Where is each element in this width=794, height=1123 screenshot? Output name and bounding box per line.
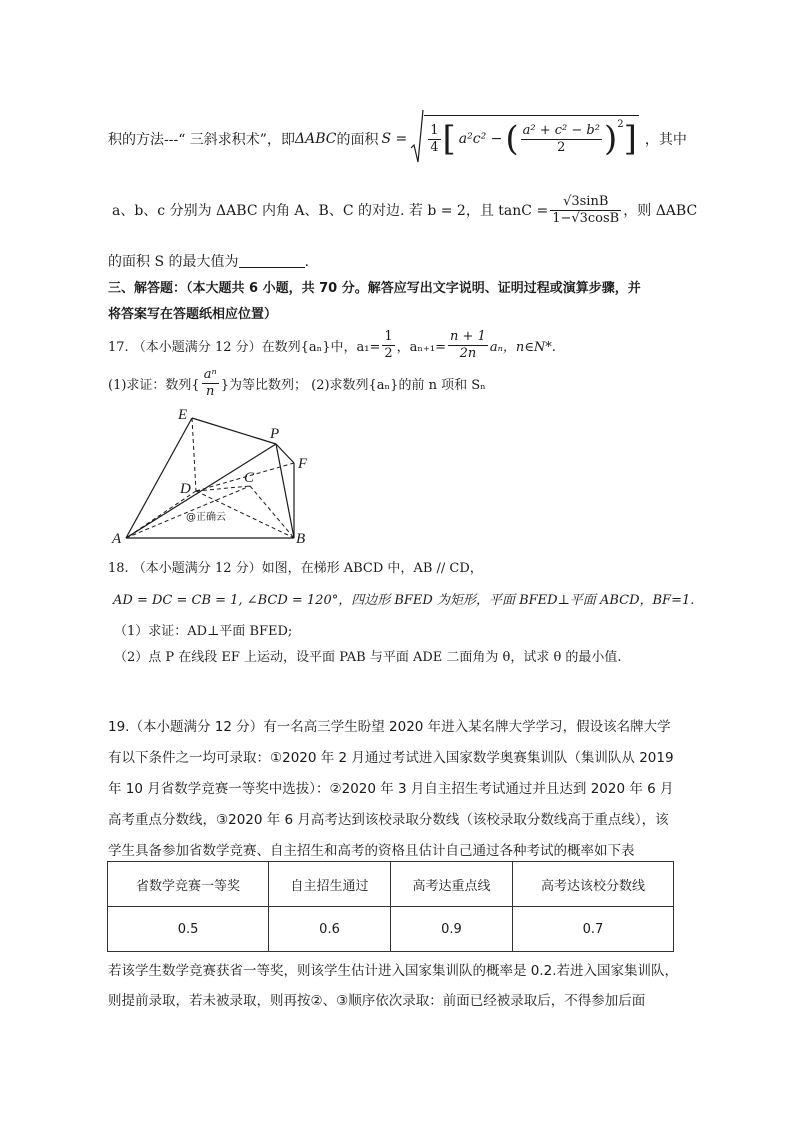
p1-S: S = [381, 131, 408, 147]
q17-line1: 17. （本小题满分 12 分）在数列{aₙ}中，a₁= $\frac{1}{2}$ ，aₙ₊₁= $\frac{n + 1}{2n}$ aₙ，n∈N*. [108, 328, 556, 361]
p1-post: ，其中 [644, 132, 687, 148]
edge-PA [126, 444, 276, 538]
label-B: B [296, 531, 306, 545]
q19-line-3: 高考重点分数线，③2020 年 6 月高考达到该校录取分数线（该校录取分数线高于重点线），该 [108, 812, 669, 828]
table-header-cell: 高考达重点线 [390, 862, 512, 907]
p1-tri: ΔABC [294, 131, 337, 147]
q19-after-0: 若该学生数学竞赛获省一等奖，则该学生估计进入国家集训队的概率是 0.2.若进入国家集训队， [108, 963, 679, 979]
label-C: C [244, 470, 255, 486]
p3-line: 的面积 S 的最大值为 . [108, 254, 309, 270]
q18-part2: （2）点 P 在线段 EF 上运动，设平面 PAB 与平面 ADE 二面角为 θ，试求 θ 的最小值. [114, 650, 622, 665]
q19-line-2: 年 10 月省数学竞赛一等奖中选拔）：②2020 年 3 月自主招生考试通过并且达到 2020 年 6 月 [108, 781, 674, 797]
label-F: F [298, 456, 308, 472]
watermark: @正确云 [186, 512, 226, 523]
table-header-cell: 高考达该校分数线 [512, 862, 673, 907]
table-row [108, 907, 674, 952]
tan-frac: $\frac{√3\sin B}{1-√3\cos B}$ [552, 193, 620, 226]
edge-EP [192, 418, 276, 444]
edge-EA [126, 418, 192, 538]
q17-line2: (1)求证：数列{ $\frac{\text{aⁿ}}{n}$ }为等比数列； (2)求数列{aₙ}的前 n 项和 Sₙ [108, 366, 486, 399]
table-cell: 0.7 [512, 907, 673, 952]
big-sqrt-sign [410, 108, 424, 166]
probability-table [107, 861, 674, 952]
label-P: P [270, 426, 280, 442]
table-header-cell: 省数学竞赛一等奖 [108, 862, 269, 907]
inner-frac: $\frac{\text{a² + c² − b²}}{2}$ [522, 122, 600, 155]
edge-PB [276, 444, 294, 538]
p1-mid: 的面积 [336, 132, 379, 148]
label-D: D [180, 481, 191, 497]
q18-line1: 18. （本小题满分 12 分）如图，在梯形 ABCD 中，AB // CD， [108, 561, 483, 576]
label-A: A [112, 531, 122, 545]
table-cell: 0.6 [269, 907, 391, 952]
a2c2-term: a²c² − [458, 131, 503, 147]
table-cell: 0.9 [390, 907, 512, 952]
label-E: E [178, 407, 188, 423]
geometry-figure [110, 405, 320, 545]
section3-title: 三、解答题：（本大题共 6 小题，共 70 分。解答应写出文字说明、证明过程或演算步骤，并 [108, 281, 641, 296]
edge-CB [250, 486, 294, 538]
square-exp: 2 [617, 119, 624, 130]
answer-blank[interactable] [239, 253, 305, 268]
table-header-cell: 自主招生通过 [269, 862, 391, 907]
q19-line-0: 19.（本小题满分 12 分）有一名高三学生盼望 2020 年进入某名牌大学学习，假设该名牌大学 [108, 719, 671, 735]
quarter-frac: $\frac{1}{4}$ [430, 122, 439, 155]
q18-part1: （1）求证：AD⊥平面 BFED; [114, 624, 293, 639]
q19-line-4: 学生具备参加省数学竞赛、自主招生和高考的资格且估计自己通过各种考试的概率如下表 [108, 843, 635, 859]
p1-pre: 积的方法---“ 三斜求积术”，即 [108, 132, 295, 148]
section3-title2: 将答案写在答题纸相应位置） [108, 307, 278, 322]
q19-after-1: 则提前录取，若未被录取，则再按②、③顺序依次录取：前面已经被录取后，不得参加后面 [108, 993, 646, 1009]
p2-post: ，则 ΔABC [623, 203, 698, 219]
p2-line [112, 190, 697, 230]
q18-line2: AD = DC = CB = 1, ∠BCD = 120°，四边形 BFED 为矩形，平面 BFED⊥平面 ABCD，BF=1. [113, 593, 695, 608]
edge-ED [192, 418, 196, 491]
q19-line-1: 有以下条件之一均可录取：①2020 年 2 月通过考试进入国家数学奥赛集训队（集训队从 2019 [108, 750, 674, 766]
table-header-row [108, 862, 674, 907]
p1-line: 积的方法---“ 三斜求积术”，即 ΔABC 的面积 S = $\frac{1}{4}$ [ a²c² − ( $\frac{\text{a² + c² − b²}}{2}$ ) $^2$ ] ，其中 [108, 117, 687, 161]
table-cell: 0.5 [108, 907, 269, 952]
p2-text: a、b、c 分别为 ΔABC 内角 A、B、C 的对边. 若 b = 2，且 tanC = [112, 203, 549, 219]
